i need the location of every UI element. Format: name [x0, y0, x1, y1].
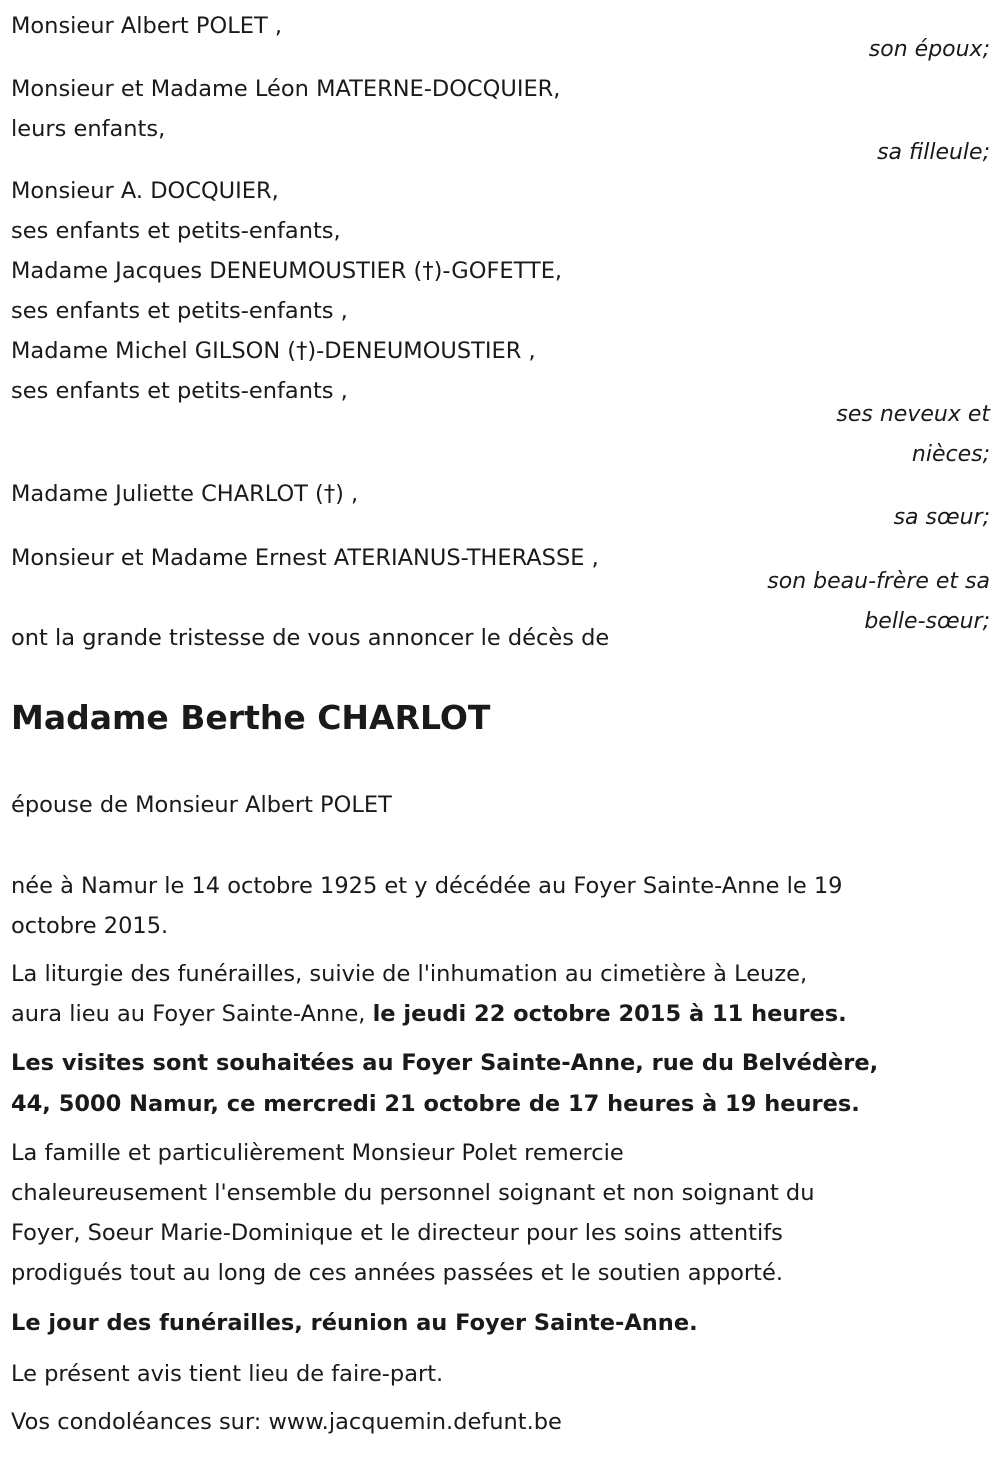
- deceased-name: Madame Berthe CHARLOT: [11, 698, 491, 737]
- family-line: Madame Jacques DENEUMOUSTIER (†)-GOFETTE,: [11, 258, 563, 284]
- liturgy-date: le jeudi 22 octobre 2015 à 11 heures.: [372, 1001, 847, 1027]
- relation-label: belle-sœur;: [864, 609, 990, 634]
- family-line: ses enfants et petits-enfants,: [11, 218, 341, 244]
- liturgy-line: [11, 994, 847, 1034]
- thanks-line: prodigués tout au long de ces années passées et le soutien apporté.: [11, 1260, 783, 1286]
- family-line: Monsieur et Madame Ernest ATERIANUS-THERASSE ,: [11, 545, 599, 571]
- condolences-line: Vos condoléances sur: www.jacquemin.defunt.be: [11, 1409, 562, 1435]
- spouse-line: épouse de Monsieur Albert POLET: [11, 792, 392, 818]
- liturgy-text: aura lieu au Foyer Sainte-Anne,: [11, 1001, 373, 1027]
- relation-label: nièces;: [911, 442, 990, 467]
- thanks-line: chaleureusement l'ensemble du personnel soignant et non soignant du: [11, 1180, 815, 1206]
- family-line: ses enfants et petits-enfants ,: [11, 378, 348, 404]
- family-line: Madame Michel GILSON (†)-DENEUMOUSTIER ,: [11, 338, 536, 364]
- family-line: Monsieur Albert POLET ,: [11, 13, 282, 39]
- relation-label: ses neveux et: [836, 402, 990, 427]
- visits-line: 44, 5000 Namur, ce mercredi 21 octobre de 17 heures à 19 heures.: [11, 1091, 860, 1117]
- birth-line: octobre 2015.: [11, 913, 169, 939]
- visits-line: Les visites sont souhaitées au Foyer Sainte-Anne, rue du Belvédère,: [11, 1050, 879, 1076]
- relation-label: son beau-frère et sa: [767, 569, 990, 594]
- family-line: Madame Juliette CHARLOT (†) ,: [11, 481, 359, 507]
- family-line: Monsieur A. DOCQUIER,: [11, 178, 279, 204]
- birth-line: née à Namur le 14 octobre 1925 et y décédée au Foyer Sainte-Anne le 19: [11, 873, 843, 899]
- relation-label: sa filleule;: [877, 140, 990, 165]
- announcement-line: ont la grande tristesse de vous annoncer le décès de: [11, 625, 610, 651]
- meeting-line: Le jour des funérailles, réunion au Foyer Sainte-Anne.: [11, 1310, 698, 1336]
- thanks-line: Foyer, Soeur Marie-Dominique et le directeur pour les soins attentifs: [11, 1220, 783, 1246]
- family-line: leurs enfants,: [11, 116, 166, 142]
- thanks-line: La famille et particulièrement Monsieur Polet remercie: [11, 1140, 624, 1166]
- notice-line: Le présent avis tient lieu de faire-part.: [11, 1361, 444, 1387]
- relation-label: son époux;: [868, 37, 990, 62]
- family-line: Monsieur et Madame Léon MATERNE-DOCQUIER,: [11, 76, 561, 102]
- relation-label: sa sœur;: [893, 505, 990, 530]
- liturgy-line: La liturgie des funérailles, suivie de l'inhumation au cimetière à Leuze,: [11, 961, 808, 987]
- family-line: ses enfants et petits-enfants ,: [11, 298, 348, 324]
